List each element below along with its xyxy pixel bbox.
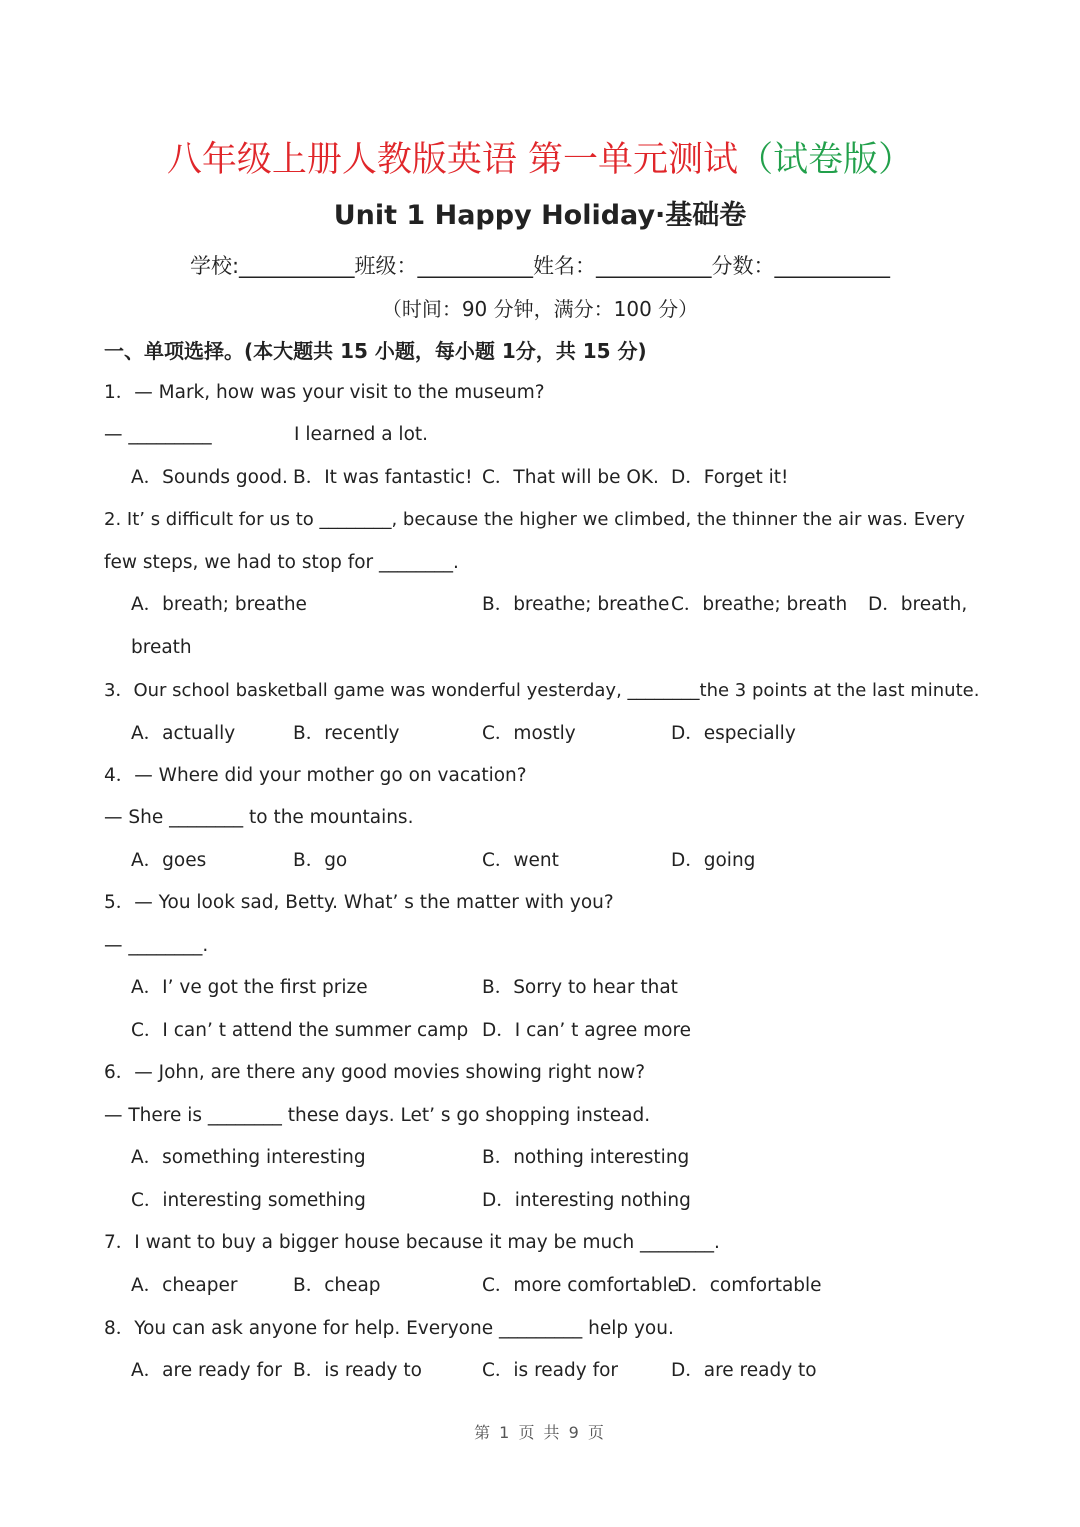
question-3-option-a: A．actually bbox=[131, 723, 236, 744]
time-limit: （时间：90 分钟，满分：100 分） bbox=[381, 297, 699, 321]
question-2-stem-line-2: few steps, we had to stop for ________. bbox=[104, 552, 459, 573]
question-6-stem: 6．— John, are there any good movies showing right now? bbox=[104, 1062, 646, 1083]
question-8-option-d: D．are ready to bbox=[671, 1360, 817, 1381]
score-label: 分数： bbox=[711, 254, 775, 278]
exam-title bbox=[0, 136, 1080, 184]
question-1-stem: 1．— Mark, how was your visit to the museum? bbox=[104, 382, 545, 403]
question-2-option-d: D．breath, bbox=[868, 594, 968, 615]
question-4-option-a: A．goes bbox=[131, 850, 207, 871]
question-1-option-d: D．Forget it! bbox=[671, 467, 789, 488]
question-7-option-b: B．cheap bbox=[293, 1275, 381, 1296]
question-3-option-c: C．mostly bbox=[482, 723, 576, 744]
school-blank: ___________ bbox=[239, 254, 355, 278]
question-6-option-d: D．interesting nothing bbox=[482, 1190, 691, 1211]
score-blank: ___________ bbox=[774, 254, 891, 278]
question-2-option-a: A．breath; breathe bbox=[131, 594, 307, 615]
question-6-option-c: C．interesting something bbox=[131, 1190, 366, 1211]
question-6-option-a: A．something interesting bbox=[131, 1147, 366, 1168]
question-1-option-a: A．Sounds good. bbox=[131, 467, 288, 488]
question-5-stem: 5．— You look sad, Betty. What’ s the matter with you? bbox=[104, 892, 614, 913]
question-7-stem: 7．I want to buy a bigger house because it may be much ________. bbox=[104, 1232, 720, 1253]
name-label: 姓名： bbox=[533, 254, 597, 278]
question-4-answer: — She ________ to the mountains. bbox=[104, 807, 414, 828]
question-6-option-b: B．nothing interesting bbox=[482, 1147, 690, 1168]
name-blank: ___________ bbox=[596, 254, 712, 278]
section-heading: 一、单项选择。(本大题共 15 小题，每小题 1分，共 15 分) bbox=[104, 339, 647, 363]
page-number: 第 1 页 共 9 页 bbox=[474, 1423, 606, 1442]
question-8-option-c: C．is ready for bbox=[482, 1360, 619, 1381]
question-6-answer: — There is ________ these days. Let’ s go shopping instead. bbox=[104, 1105, 651, 1126]
question-3-option-b: B．recently bbox=[293, 723, 400, 744]
school-label: 学校: bbox=[189, 254, 240, 278]
question-5-option-a: A．I’ ve got the first prize bbox=[131, 977, 368, 998]
question-8-stem: 8．You can ask anyone for help. Everyone _________ help you. bbox=[104, 1318, 674, 1339]
class-label: 班级： bbox=[354, 254, 418, 278]
exam-subtitle: Unit 1 Happy Holiday·基础卷 bbox=[333, 200, 747, 231]
exam-title-main: 八年级上册人教版英语 第一单元测试 bbox=[166, 140, 739, 180]
question-4-option-c: C．went bbox=[482, 850, 559, 871]
question-8-option-a: A．are ready for bbox=[131, 1360, 282, 1381]
class-blank: ___________ bbox=[417, 254, 534, 278]
question-8-option-b: B．is ready to bbox=[293, 1360, 422, 1381]
question-2-option-c: C．breathe; breath bbox=[671, 594, 848, 615]
question-7-option-d: D．comfortable bbox=[677, 1275, 822, 1296]
question-5-option-d: D．I can’ t agree more bbox=[482, 1020, 692, 1041]
question-2-option-b: B．breathe; breathe bbox=[482, 594, 670, 615]
question-1-answer-blank: — _________ bbox=[104, 424, 212, 445]
question-7-option-a: A．cheaper bbox=[131, 1275, 238, 1296]
question-7-option-c: C．more comfortable bbox=[482, 1275, 680, 1296]
exam-title-version: （试卷版） bbox=[738, 140, 914, 180]
question-2-option-d-continued: breath bbox=[131, 637, 192, 658]
question-1-option-c: C．That will be OK. bbox=[482, 467, 659, 488]
question-3-option-d: D．especially bbox=[671, 723, 796, 744]
question-5-answer: — ________. bbox=[104, 935, 209, 956]
question-1-answer-text: I learned a lot. bbox=[294, 424, 429, 445]
question-5-option-c: C．I can’ t attend the summer camp bbox=[131, 1020, 469, 1041]
question-2-stem-line-1: 2. It’ s difficult for us to ________, because the higher we climbed, the thinner the air was. Every bbox=[104, 509, 965, 530]
question-4-option-b: B．go bbox=[293, 850, 348, 871]
question-4-option-d: D．going bbox=[671, 850, 756, 871]
question-5-option-b: B．Sorry to hear that bbox=[482, 977, 678, 998]
student-info-line bbox=[0, 249, 1080, 283]
question-3-stem: 3．Our school basketball game was wonderful yesterday, ________the 3 points at the last minute. bbox=[104, 680, 980, 701]
question-1-option-b: B．It was fantastic! bbox=[293, 467, 473, 488]
question-4-stem: 4．— Where did your mother go on vacation? bbox=[104, 765, 527, 786]
